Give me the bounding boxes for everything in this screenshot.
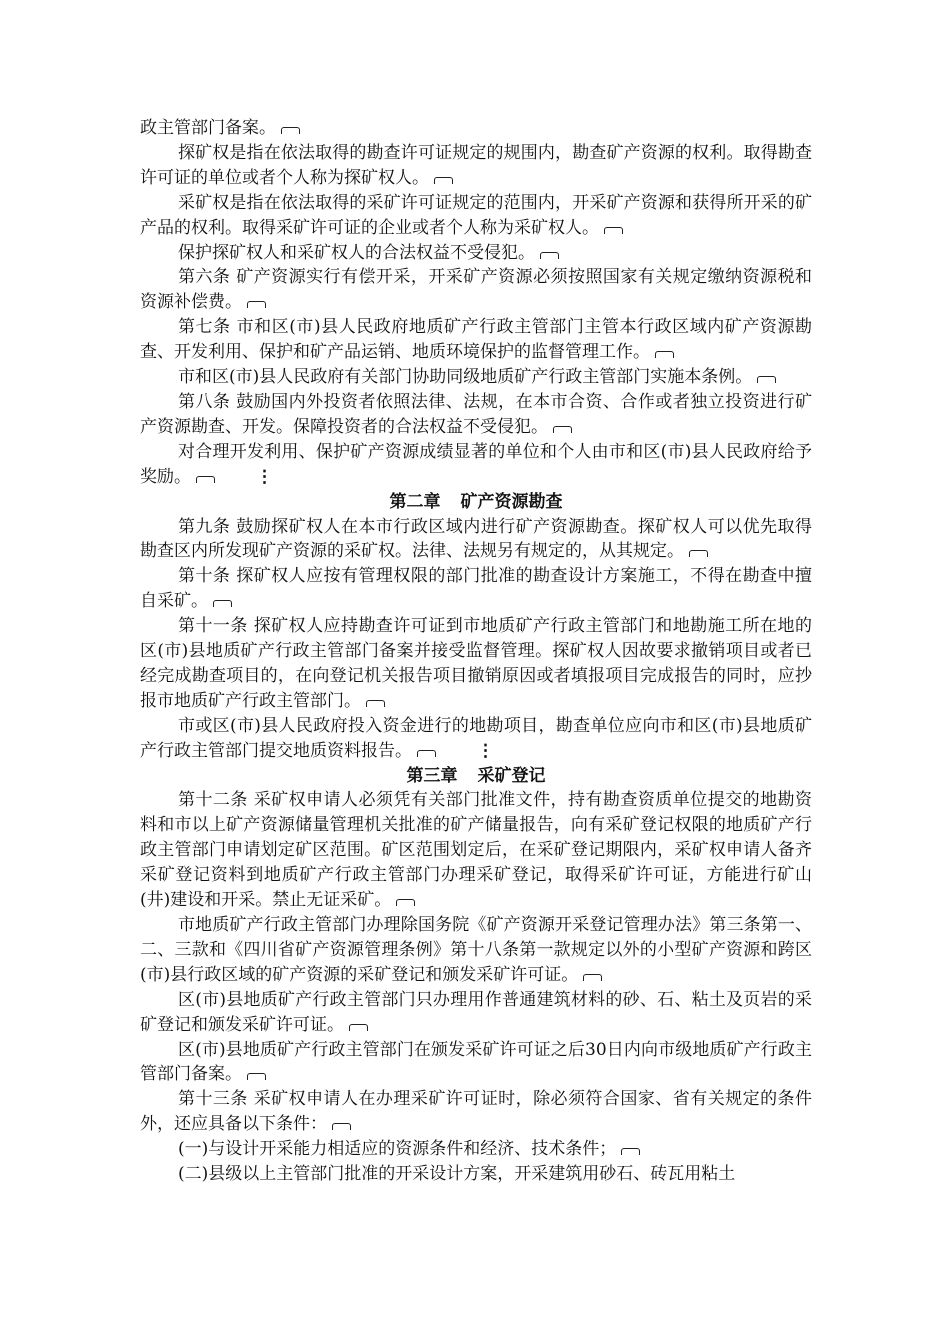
paragraph-mark-icon <box>281 127 300 134</box>
paragraph-mark-icon <box>540 252 559 259</box>
paragraph-mark-icon <box>349 1024 368 1031</box>
paragraph-mark-icon <box>604 227 623 234</box>
paragraph-mark-icon <box>247 301 266 308</box>
paragraph-mark-icon <box>366 700 385 707</box>
article-11-clause-2: 市或区(市)县人民政府投入资金进行的地勘项目，勘查单位应向市和区(市)县地质矿产行政主管部门提交地质资料报告。 ⋮ <box>140 714 812 764</box>
paragraph-mark-icon <box>655 351 674 358</box>
article-12-clause-3: 区(市)县地质矿产行政主管部门只办理用作普通建筑材料的砂、石、粘土及页岩的采矿登记和颁发采矿许可证。 <box>140 989 812 1035</box>
article-8-clause-2: 对合理开发利用、保护矿产资源成绩显著的单位和个人由市和区(市)县人民政府给予奖励。 ⋮ <box>140 440 812 490</box>
article-12: 第十二条 采矿权申请人必须凭有关部门批准文件，持有勘查资质单位提交的地勘资料和市以上矿产资源储量管理机关批准的矿产储量报告，向有采矿登记权限的地质矿产行政主管部门申请划定矿区范围。矿区范围划定后，在采矿登记期限内，采矿权申请人备齐采矿登记资料到地质矿产行政主管部门办理采矿登记，取得采矿许可证，方能进行矿山(井)建设和开采。禁止无证采矿。 <box>140 790 812 911</box>
paragraph-1: 政主管部门备案。 <box>140 116 812 141</box>
ellipsis-icon: ⋮ <box>256 466 273 487</box>
article-13-item-1: (一)与设计开采能力相适应的资源条件和经济、技术条件； <box>140 1137 812 1162</box>
chapter-2-heading: 第二章 矿产资源勘查 <box>389 491 563 512</box>
article-8: 第八条 鼓励国内外投资者依照法律、法规，在本市合资、合作或者独立投资进行矿产资源勘查、开发。保障投资者的合法权益不受侵犯。 <box>140 391 812 437</box>
paragraph-mark-icon <box>247 1073 266 1080</box>
ellipsis-icon: ⋮ <box>477 740 494 761</box>
paragraph-mark-icon <box>757 376 776 383</box>
paragraph-mark-icon <box>689 550 708 557</box>
paragraph-mark-icon <box>621 1148 640 1155</box>
article-13-item-2: (二)县级以上主管部门批准的开采设计方案，开采建筑用砂石、砖瓦用粘土 <box>178 1164 736 1185</box>
paragraph-mark-icon <box>583 974 602 981</box>
paragraph-mark-icon <box>196 476 215 483</box>
paragraph-3: 采矿权是指在依法取得的采矿许可证规定的范围内，开采矿产资源和获得所开采的矿产品的权利。取得采矿许可证的企业或者个人称为采矿权人。 <box>140 192 812 238</box>
paragraph-mark-icon <box>434 177 453 184</box>
article-7: 第七条 市和区(市)县人民政府地质矿产行政主管部门主管本行政区域内矿产资源勘查、开发利用、保护和矿产品运销、地质环境保护的监督管理工作。 <box>140 317 812 363</box>
paragraph-mark-icon <box>417 750 436 757</box>
article-7-clause-2: 市和区(市)县人民政府有关部门协助同级地质矿产行政主管部门实施本条例。 <box>140 365 812 390</box>
document-page <box>140 116 812 1187</box>
article-9: 第九条 鼓励探矿权人在本市行政区域内进行矿产资源勘查。探矿权人可以优先取得勘查区内所发现矿产资源的采矿权。法律、法规另有规定的，从其规定。 <box>140 516 812 562</box>
article-12-clause-2: 市地质矿产行政主管部门办理除国务院《矿产资源开采登记管理办法》第三条第一、二、三款和《四川省矿产资源管理条例》第十八条第一款规定以外的小型矿产资源和跨区(市)县行政区域的矿产资源的采矿登记和颁发采矿许可证。 <box>140 915 812 985</box>
paragraph-mark-icon <box>396 899 415 906</box>
article-11: 第十一条 探矿权人应持勘查许可证到市地质矿产行政主管部门和地勘施工所在地的区(市)县地质矿产行政主管部门备案并接受监督管理。探矿权人因故要求撤销项目或者已经完成勘查项目的，在向登记机关报告项目撤销原因或者填报项目完成报告的同时，应抄报市地质矿产行政主管部门。 <box>140 616 812 711</box>
article-6: 第六条 矿产资源实行有偿开采，开采矿产资源必须按照国家有关规定缴纳资源税和资源补偿费。 <box>140 267 812 313</box>
paragraph-mark-icon <box>553 426 572 433</box>
paragraph-mark-icon <box>213 600 232 607</box>
paragraph-mark-icon <box>332 1123 351 1130</box>
paragraph-2: 探矿权是指在依法取得的勘查许可证规定的规围内，勘查矿产资源的权利。取得勘查许可证的单位或者个人称为探矿权人。 <box>140 142 812 188</box>
article-10: 第十条 探矿权人应按有管理权限的部门批准的勘查设计方案施工，不得在勘查中擅自采矿。 <box>140 566 812 612</box>
paragraph-4: 保护探矿权人和采矿权人的合法权益不受侵犯。 <box>140 241 812 266</box>
chapter-3-heading: 第三章 采矿登记 <box>406 765 546 786</box>
article-12-clause-4: 区(市)县地质矿产行政主管部门在颁发采矿许可证之后30日内向市级地质矿产行政主管部门备案。 <box>140 1039 812 1085</box>
article-13: 第十三条 采矿权申请人在办理采矿许可证时，除必须符合国家、省有关规定的条件外，还应具备以下条件： <box>140 1089 812 1135</box>
